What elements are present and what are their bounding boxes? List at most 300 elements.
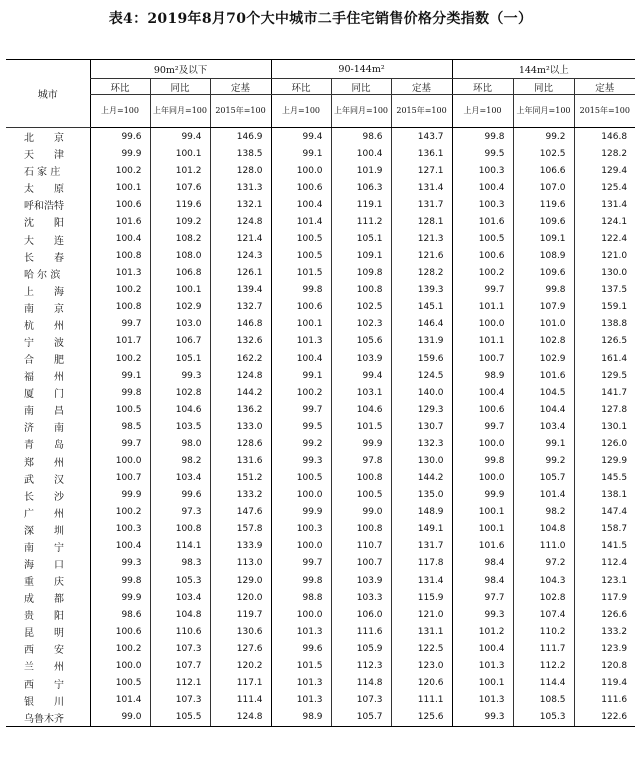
base-header-mom: 上月=100	[90, 95, 150, 128]
table-row	[6, 521, 635, 538]
value-cell: 99.7	[452, 282, 513, 299]
value-cell: 122.6	[574, 709, 635, 727]
city-cell: 合 肥	[24, 355, 64, 367]
table-row	[6, 675, 635, 692]
table-row	[6, 350, 635, 367]
city-cell: 西 宁	[24, 679, 64, 691]
value-cell: 131.1	[391, 623, 452, 640]
value-cell: 126.0	[574, 435, 635, 452]
value-cell: 99.1	[271, 145, 331, 162]
value-cell: 140.0	[391, 384, 452, 401]
value-cell: 144.2	[391, 470, 452, 487]
value-cell: 100.4	[271, 350, 331, 367]
value-cell: 101.3	[271, 692, 331, 709]
value-cell: 100.5	[90, 675, 150, 692]
value-cell: 146.8	[574, 128, 635, 146]
base-header-yoy: 上年同月=100	[150, 95, 210, 128]
value-cell: 105.1	[331, 230, 391, 247]
value-cell: 104.8	[513, 521, 574, 538]
value-cell: 97.8	[331, 452, 391, 469]
value-cell: 101.6	[90, 213, 150, 230]
value-cell: 103.3	[331, 589, 391, 606]
value-cell: 158.7	[574, 521, 635, 538]
sub-header-mom: 环比	[271, 79, 331, 95]
value-cell: 110.6	[150, 623, 210, 640]
value-cell: 100.4	[90, 538, 150, 555]
value-cell: 135.0	[391, 487, 452, 504]
value-cell: 100.2	[90, 350, 150, 367]
value-cell: 100.8	[331, 470, 391, 487]
value-cell: 100.0	[271, 487, 331, 504]
value-cell: 99.2	[271, 435, 331, 452]
table-row	[6, 589, 635, 606]
value-cell: 139.3	[391, 282, 452, 299]
value-cell: 110.2	[513, 623, 574, 640]
value-cell: 100.1	[150, 282, 210, 299]
value-cell: 117.9	[574, 589, 635, 606]
value-cell: 131.4	[391, 179, 452, 196]
value-cell: 131.4	[391, 572, 452, 589]
city-cell: 重 庆	[24, 577, 64, 589]
group-header-large: 144m²以上	[452, 60, 635, 79]
city-cell: 西 安	[24, 645, 64, 657]
value-cell: 97.3	[150, 504, 210, 521]
city-cell: 郑 州	[24, 457, 64, 469]
value-cell: 100.0	[90, 657, 150, 674]
city-cell: 天 津	[24, 150, 64, 162]
value-cell: 101.4	[513, 487, 574, 504]
sub-header-fixed: 定基	[210, 79, 271, 95]
table-row	[6, 282, 635, 299]
base-header-yoy: 上年同月=100	[331, 95, 391, 128]
value-cell: 100.3	[271, 521, 331, 538]
value-cell: 98.9	[452, 367, 513, 384]
value-cell: 124.1	[574, 213, 635, 230]
value-cell: 108.5	[513, 692, 574, 709]
value-cell: 101.3	[271, 675, 331, 692]
value-cell: 99.3	[452, 606, 513, 623]
value-cell: 100.4	[452, 179, 513, 196]
value-cell: 107.4	[513, 606, 574, 623]
value-cell: 100.6	[452, 248, 513, 265]
value-cell: 99.8	[271, 282, 331, 299]
value-cell: 98.9	[271, 709, 331, 727]
value-cell: 100.2	[90, 504, 150, 521]
value-cell: 100.1	[452, 521, 513, 538]
value-cell: 121.0	[391, 606, 452, 623]
city-cell: 哈 尔 滨	[24, 269, 61, 281]
value-cell: 112.1	[150, 675, 210, 692]
value-cell: 159.6	[391, 350, 452, 367]
value-cell: 104.3	[513, 572, 574, 589]
base-header-fixed: 2015年=100	[210, 95, 271, 128]
value-cell: 99.1	[271, 367, 331, 384]
value-cell: 126.5	[574, 333, 635, 350]
value-cell: 105.5	[150, 709, 210, 727]
value-cell: 149.1	[391, 521, 452, 538]
value-cell: 99.4	[271, 128, 331, 146]
value-cell: 137.5	[574, 282, 635, 299]
value-cell: 100.1	[271, 316, 331, 333]
city-cell: 南 昌	[24, 406, 64, 418]
value-cell: 98.5	[90, 418, 150, 435]
table-row	[6, 692, 635, 709]
value-cell: 105.6	[331, 333, 391, 350]
sub-header-fixed: 定基	[574, 79, 635, 95]
value-cell: 103.9	[331, 572, 391, 589]
value-cell: 122.5	[391, 640, 452, 657]
value-cell: 120.0	[210, 589, 271, 606]
value-cell: 100.7	[452, 350, 513, 367]
value-cell: 101.4	[90, 692, 150, 709]
value-cell: 120.2	[210, 657, 271, 674]
city-cell: 长 沙	[24, 491, 64, 503]
value-cell: 113.0	[210, 555, 271, 572]
value-cell: 106.7	[150, 333, 210, 350]
value-cell: 100.6	[90, 623, 150, 640]
value-cell: 100.4	[331, 145, 391, 162]
city-cell: 沈 阳	[24, 218, 64, 230]
value-cell: 100.3	[90, 521, 150, 538]
value-cell: 100.0	[90, 452, 150, 469]
value-cell: 100.6	[90, 196, 150, 213]
value-cell: 123.0	[391, 657, 452, 674]
value-cell: 147.6	[210, 504, 271, 521]
value-cell: 112.3	[331, 657, 391, 674]
value-cell: 99.8	[90, 572, 150, 589]
city-cell: 深 圳	[24, 525, 64, 537]
base-header-mom: 上月=100	[452, 95, 513, 128]
value-cell: 108.2	[150, 230, 210, 247]
value-cell: 97.2	[513, 555, 574, 572]
value-cell: 99.7	[90, 435, 150, 452]
value-cell: 105.3	[513, 709, 574, 727]
value-cell: 147.4	[574, 504, 635, 521]
value-cell: 117.1	[210, 675, 271, 692]
value-cell: 100.3	[452, 162, 513, 179]
base-header-yoy: 上年同月=100	[513, 95, 574, 128]
city-cell: 福 州	[24, 372, 64, 384]
value-cell: 98.4	[452, 572, 513, 589]
value-cell: 128.2	[574, 145, 635, 162]
value-cell: 99.0	[90, 709, 150, 727]
value-cell: 100.8	[150, 521, 210, 538]
value-cell: 99.1	[513, 435, 574, 452]
value-cell: 145.1	[391, 299, 452, 316]
value-cell: 105.7	[513, 470, 574, 487]
table-row	[6, 555, 635, 572]
value-cell: 99.6	[150, 487, 210, 504]
value-cell: 111.2	[331, 213, 391, 230]
value-cell: 136.1	[391, 145, 452, 162]
value-cell: 101.3	[452, 692, 513, 709]
value-cell: 101.6	[513, 367, 574, 384]
value-cell: 129.9	[574, 452, 635, 469]
value-cell: 126.6	[574, 606, 635, 623]
value-cell: 100.6	[452, 401, 513, 418]
value-cell: 100.2	[90, 640, 150, 657]
value-cell: 136.2	[210, 401, 271, 418]
value-cell: 103.4	[150, 470, 210, 487]
group-header-medium: 90-144m²	[271, 60, 452, 79]
value-cell: 99.4	[331, 367, 391, 384]
value-cell: 127.8	[574, 401, 635, 418]
value-cell: 115.9	[391, 589, 452, 606]
table-row	[6, 504, 635, 521]
value-cell: 129.4	[574, 162, 635, 179]
value-cell: 102.8	[513, 589, 574, 606]
value-cell: 130.0	[574, 265, 635, 282]
value-cell: 98.4	[452, 555, 513, 572]
sub-header-yoy: 同比	[150, 79, 210, 95]
sub-header-fixed: 定基	[391, 79, 452, 95]
value-cell: 129.0	[210, 572, 271, 589]
value-cell: 98.8	[271, 589, 331, 606]
value-cell: 161.4	[574, 350, 635, 367]
table-row	[6, 709, 635, 727]
value-cell: 102.5	[331, 299, 391, 316]
value-cell: 119.1	[331, 196, 391, 213]
value-cell: 108.9	[513, 248, 574, 265]
value-cell: 107.7	[150, 657, 210, 674]
value-cell: 101.3	[271, 333, 331, 350]
value-cell: 141.7	[574, 384, 635, 401]
value-cell: 101.5	[271, 657, 331, 674]
value-cell: 99.3	[271, 452, 331, 469]
value-cell: 102.3	[331, 316, 391, 333]
value-cell: 122.4	[574, 230, 635, 247]
value-cell: 101.3	[90, 265, 150, 282]
value-cell: 138.1	[574, 487, 635, 504]
value-cell: 100.8	[331, 282, 391, 299]
value-cell: 100.4	[452, 640, 513, 657]
table-row	[6, 367, 635, 384]
value-cell: 101.6	[452, 538, 513, 555]
value-cell: 151.2	[210, 470, 271, 487]
value-cell: 130.0	[391, 452, 452, 469]
table-row	[6, 657, 635, 674]
value-cell: 127.6	[210, 640, 271, 657]
value-cell: 103.4	[150, 589, 210, 606]
value-cell: 132.7	[210, 299, 271, 316]
city-cell: 银 川	[24, 696, 64, 708]
city-cell: 厦 门	[24, 389, 64, 401]
table-row	[6, 230, 635, 247]
city-cell: 大 连	[24, 235, 64, 247]
value-cell: 100.2	[90, 282, 150, 299]
value-cell: 125.6	[391, 709, 452, 727]
value-cell: 102.5	[513, 145, 574, 162]
value-cell: 117.8	[391, 555, 452, 572]
value-cell: 100.4	[271, 196, 331, 213]
value-cell: 104.4	[513, 401, 574, 418]
value-cell: 112.2	[513, 657, 574, 674]
sub-header-yoy: 同比	[331, 79, 391, 95]
value-cell: 100.5	[271, 470, 331, 487]
table-row	[6, 470, 635, 487]
value-cell: 102.8	[150, 384, 210, 401]
sub-header-mom: 环比	[90, 79, 150, 95]
value-cell: 99.2	[513, 452, 574, 469]
value-cell: 100.0	[452, 470, 513, 487]
value-cell: 114.4	[513, 675, 574, 692]
value-cell: 100.1	[452, 675, 513, 692]
value-cell: 148.9	[391, 504, 452, 521]
value-cell: 100.5	[271, 230, 331, 247]
value-cell: 103.1	[331, 384, 391, 401]
value-cell: 99.8	[513, 282, 574, 299]
table-row	[6, 384, 635, 401]
value-cell: 132.3	[391, 435, 452, 452]
value-cell: 106.3	[331, 179, 391, 196]
value-cell: 100.0	[271, 538, 331, 555]
value-cell: 105.7	[331, 709, 391, 727]
value-cell: 133.2	[210, 487, 271, 504]
value-cell: 104.6	[150, 401, 210, 418]
value-cell: 100.5	[331, 487, 391, 504]
value-cell: 100.0	[452, 435, 513, 452]
value-cell: 100.5	[90, 401, 150, 418]
value-cell: 102.9	[150, 299, 210, 316]
value-cell: 101.7	[90, 333, 150, 350]
value-cell: 123.1	[574, 572, 635, 589]
city-cell: 宁 波	[24, 337, 64, 349]
value-cell: 99.5	[271, 418, 331, 435]
table-row	[6, 179, 635, 196]
table-row	[6, 316, 635, 333]
value-cell: 100.0	[271, 606, 331, 623]
value-cell: 119.7	[210, 606, 271, 623]
city-cell: 广 州	[24, 508, 64, 520]
table-row	[6, 145, 635, 162]
value-cell: 100.0	[271, 162, 331, 179]
value-cell: 97.7	[452, 589, 513, 606]
value-cell: 99.1	[90, 367, 150, 384]
value-cell: 99.9	[452, 487, 513, 504]
city-cell: 成 都	[24, 594, 64, 606]
table-title: 表4：2019年8月70个大中城市二手住宅销售价格分类指数（一）	[108, 11, 533, 27]
value-cell: 107.3	[150, 640, 210, 657]
value-cell: 111.1	[391, 692, 452, 709]
table-header	[6, 60, 635, 128]
value-cell: 100.2	[271, 384, 331, 401]
table-row	[6, 640, 635, 657]
value-cell: 131.4	[574, 196, 635, 213]
city-cell: 昆 明	[24, 628, 64, 640]
value-cell: 121.0	[574, 248, 635, 265]
value-cell: 106.8	[150, 265, 210, 282]
value-cell: 99.7	[90, 316, 150, 333]
value-cell: 139.4	[210, 282, 271, 299]
value-cell: 131.7	[391, 196, 452, 213]
value-cell: 100.8	[90, 299, 150, 316]
table-row	[6, 538, 635, 555]
value-cell: 101.3	[452, 657, 513, 674]
value-cell: 131.9	[391, 333, 452, 350]
value-cell: 124.8	[210, 367, 271, 384]
value-cell: 99.9	[90, 589, 150, 606]
value-cell: 106.6	[513, 162, 574, 179]
value-cell: 100.4	[452, 384, 513, 401]
value-cell: 100.6	[271, 179, 331, 196]
value-cell: 131.7	[391, 538, 452, 555]
value-cell: 146.4	[391, 316, 452, 333]
value-cell: 100.6	[271, 299, 331, 316]
value-cell: 99.3	[90, 555, 150, 572]
value-cell: 109.6	[513, 265, 574, 282]
value-cell: 133.2	[574, 623, 635, 640]
value-cell: 130.7	[391, 418, 452, 435]
table-row	[6, 248, 635, 265]
value-cell: 99.6	[271, 640, 331, 657]
value-cell: 107.9	[513, 299, 574, 316]
value-cell: 119.4	[574, 675, 635, 692]
value-cell: 111.7	[513, 640, 574, 657]
value-cell: 101.6	[452, 213, 513, 230]
value-cell: 111.6	[331, 623, 391, 640]
city-cell: 乌鲁木齐	[6, 709, 90, 727]
table-row	[6, 401, 635, 418]
value-cell: 103.0	[150, 316, 210, 333]
table-row	[6, 196, 635, 213]
city-cell: 石 家 庄	[24, 167, 61, 179]
value-cell: 99.8	[452, 452, 513, 469]
value-cell: 157.8	[210, 521, 271, 538]
sub-header-yoy: 同比	[513, 79, 574, 95]
city-cell: 杭 州	[24, 320, 64, 332]
value-cell: 159.1	[574, 299, 635, 316]
table-row	[6, 299, 635, 316]
value-cell: 100.2	[452, 265, 513, 282]
city-cell: 北 京	[24, 133, 64, 145]
city-cell: 南 宁	[24, 542, 64, 554]
table-row	[6, 265, 635, 282]
value-cell: 100.5	[271, 248, 331, 265]
value-cell: 101.2	[150, 162, 210, 179]
value-cell: 101.5	[331, 418, 391, 435]
value-cell: 100.0	[452, 316, 513, 333]
table-row	[6, 128, 635, 146]
value-cell: 107.0	[513, 179, 574, 196]
value-cell: 112.4	[574, 555, 635, 572]
value-cell: 98.0	[150, 435, 210, 452]
table-row	[6, 162, 635, 179]
value-cell: 104.5	[513, 384, 574, 401]
city-cell: 太 原	[24, 184, 64, 196]
value-cell: 104.8	[150, 606, 210, 623]
city-cell: 南 京	[24, 303, 64, 315]
value-cell: 109.2	[150, 213, 210, 230]
value-cell: 104.6	[331, 401, 391, 418]
value-cell: 129.3	[391, 401, 452, 418]
value-cell: 101.2	[452, 623, 513, 640]
price-index-table	[6, 59, 635, 727]
value-cell: 132.6	[210, 333, 271, 350]
base-header-fixed: 2015年=100	[391, 95, 452, 128]
value-cell: 133.9	[210, 538, 271, 555]
value-cell: 105.1	[150, 350, 210, 367]
table-row	[6, 452, 635, 469]
value-cell: 107.3	[331, 692, 391, 709]
value-cell: 146.8	[210, 316, 271, 333]
value-cell: 103.9	[331, 350, 391, 367]
value-cell: 101.0	[513, 316, 574, 333]
value-cell: 114.8	[331, 675, 391, 692]
value-cell: 111.0	[513, 538, 574, 555]
value-cell: 99.7	[271, 555, 331, 572]
value-cell: 123.9	[574, 640, 635, 657]
value-cell: 100.7	[331, 555, 391, 572]
